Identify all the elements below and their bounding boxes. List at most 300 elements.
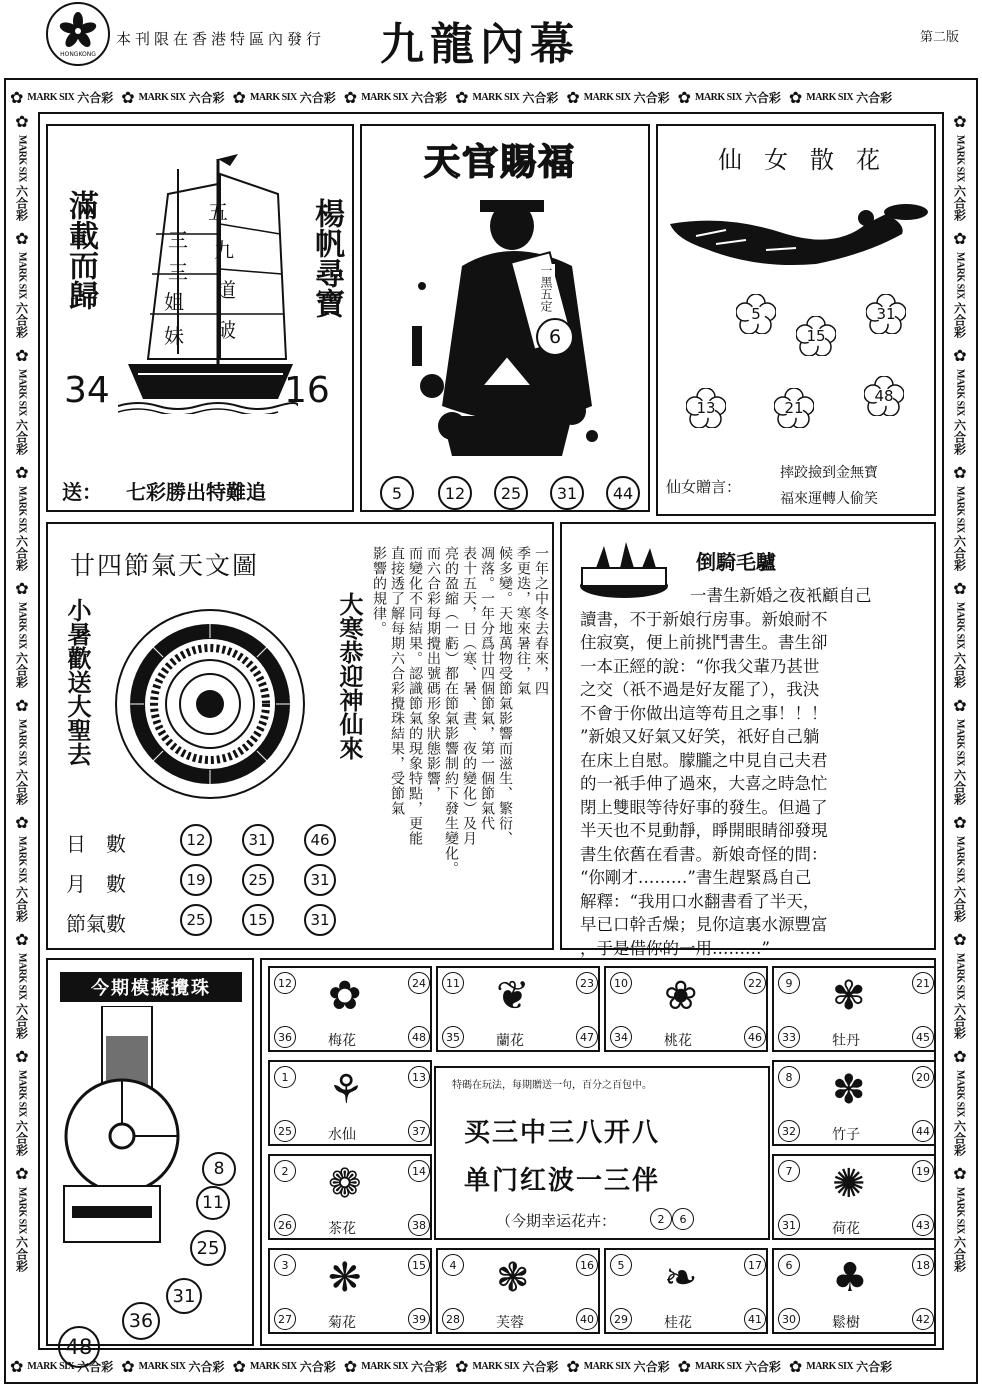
drawn-ball: 8 <box>202 1152 236 1186</box>
marksix-strip-item <box>121 88 224 107</box>
sail-right-char-1: 五 <box>208 200 228 224</box>
flower-number: 43 <box>912 1214 934 1236</box>
flower-cell <box>772 1154 936 1240</box>
story-line: 書生依舊在看書。新娘奇怪的問： <box>580 844 828 864</box>
calendar-article-column: 表十五天，日（寒、暑、晝、夜的變化）及月 <box>461 546 477 846</box>
send-label: 送： <box>62 480 102 504</box>
lhc-text: 六合彩 <box>14 1236 29 1273</box>
flower-number: 45 <box>912 1026 934 1048</box>
flower-number: 11 <box>442 972 464 994</box>
flower-cell <box>772 966 936 1052</box>
mark-six-text: MARK SIX <box>583 91 631 103</box>
marksix-strip-item <box>952 112 969 221</box>
mark-six-text: MARK SIX <box>27 1360 75 1372</box>
flower-number: 29 <box>610 1308 632 1330</box>
calendar-number: 19 <box>180 864 212 896</box>
bauhinia-icon: ✿ <box>953 1163 967 1183</box>
flower-cell <box>268 1248 432 1334</box>
lottery-machine-icon <box>62 1006 182 1246</box>
bauhinia-icon: ✿ <box>15 696 29 716</box>
flower-cell <box>604 1248 768 1334</box>
flower-cell <box>436 1248 600 1334</box>
ship-panel <box>46 124 354 512</box>
bauhinia-icon: ✿ <box>232 1356 246 1376</box>
flower-number: 40 <box>576 1308 598 1330</box>
marksix-strip-item <box>566 88 669 107</box>
calendar-number: 31 <box>304 864 336 896</box>
marksix-strip-item <box>566 1357 669 1376</box>
fairy-flower-group <box>658 126 938 426</box>
calendar-article-column: 亮的盈縮（一虧）都在節氣影響制約下發生變化。 <box>443 546 459 876</box>
mark-six-text: MARK SIX <box>16 368 28 416</box>
sail-right-char-2: 九 <box>214 238 234 262</box>
mark-six-text: MARK SIX <box>583 1360 631 1372</box>
bauhinia-icon: ✿ <box>15 813 29 833</box>
lhc-text: 六合彩 <box>77 90 114 105</box>
flower-number: 31 <box>778 1214 800 1236</box>
fairy-flower-number: 48 <box>864 376 904 416</box>
marksix-strip-item <box>14 813 31 922</box>
calendar-right-verse: 大寒恭迎神仙來 <box>335 592 364 760</box>
calendar-number: 31 <box>242 824 274 856</box>
flower-name: 水仙 <box>328 1127 356 1143</box>
ship-number-right: 16 <box>284 370 330 411</box>
flower-number: 23 <box>576 972 598 994</box>
fairy-gift-line-1: 摔跤撿到金無寶 <box>780 465 878 481</box>
lhc-text: 六合彩 <box>522 90 559 105</box>
bauhinia-icon: ✿ <box>953 112 967 131</box>
bauhinia-icon: ✿ <box>10 1356 24 1376</box>
lhc-text: 六合彩 <box>952 535 967 572</box>
bauhinia-icon: ✿ <box>953 345 967 365</box>
calendar-number: 25 <box>242 864 274 896</box>
lhc-text: 六合彩 <box>14 301 29 338</box>
drawn-ball: 11 <box>196 1186 230 1220</box>
story-line: 一書生新婚之夜衹顧自己 <box>690 586 872 605</box>
lhc-text: 六合彩 <box>14 535 29 572</box>
flower-number: 25 <box>274 1120 296 1142</box>
top-marksix-strip <box>10 86 972 108</box>
sail-left-char-1: 三 <box>168 228 188 252</box>
lhc-text: 六合彩 <box>856 90 893 105</box>
marksix-strip-item <box>14 112 31 221</box>
bauhinia-icon: ✿ <box>677 1356 691 1376</box>
lhc-text: 六合彩 <box>188 90 225 105</box>
chrysanthemum-icon: ❋ <box>328 1255 362 1301</box>
fairy-gift-label: 仙女贈言： <box>666 478 742 496</box>
marksix-strip-item <box>952 1047 969 1156</box>
lhc-text: 六合彩 <box>952 301 967 338</box>
mark-six-text: MARK SIX <box>16 1186 28 1234</box>
ship-left-verse: 滿載而歸 <box>63 190 98 310</box>
god-number-4: 31 <box>550 476 584 510</box>
flower-number: 48 <box>408 1026 430 1048</box>
lotus-icon: ✺ <box>832 1161 866 1207</box>
mark-six-text: MARK SIX <box>138 91 186 103</box>
mark-six-text: MARK SIX <box>361 1360 409 1372</box>
mark-six-text: MARK SIX <box>954 1069 966 1117</box>
flower-number: 32 <box>778 1120 800 1142</box>
flower-number: 13 <box>408 1066 430 1088</box>
page-title: 九龍內幕 <box>380 19 580 70</box>
mark-six-text: MARK SIX <box>954 135 966 182</box>
mark-six-text: MARK SIX <box>954 836 966 883</box>
lucky-flower-label: （今期幸运花卉： <box>496 1212 617 1230</box>
left-marksix-strip <box>8 112 36 1352</box>
story-line: 在床上自慰。朦朧之中見自己夫君 <box>580 750 828 770</box>
flower-name: 荷花 <box>832 1221 860 1237</box>
flower-number: 6 <box>778 1254 800 1276</box>
flower-number: 17 <box>744 1254 766 1276</box>
story-line: 的一衹手伸了過來，大喜之時急忙 <box>580 774 828 793</box>
lhc-text: 六合彩 <box>952 184 967 221</box>
marksix-strip-item <box>14 463 31 572</box>
calendar-article-column: 候多變。天地萬物受節氣影響而滋生、繁衍、 <box>497 546 513 846</box>
calendar-article-column: 一年之中冬去春來，四 <box>533 546 549 696</box>
flower-name: 蘭花 <box>496 1033 524 1049</box>
heavenly-official-icon <box>402 186 612 466</box>
hk-emblem-logo <box>46 2 110 66</box>
lhc-text: 六合彩 <box>299 1359 336 1374</box>
drawn-ball: 25 <box>190 1230 226 1266</box>
marksix-strip-item <box>14 346 31 455</box>
lhc-text: 六合彩 <box>411 90 448 105</box>
flower-name: 桃花 <box>664 1033 692 1049</box>
bauhinia-icon: ✿ <box>15 1046 29 1066</box>
junk-ship-icon <box>118 154 298 414</box>
flower-number: 37 <box>408 1120 430 1142</box>
marksix-strip-item <box>455 1357 558 1376</box>
flower-number: 34 <box>610 1026 632 1048</box>
lhc-text: 六合彩 <box>952 885 967 922</box>
flower-number: 47 <box>576 1026 598 1048</box>
lhc-text: 六合彩 <box>952 652 967 689</box>
flower-number: 36 <box>274 1026 296 1048</box>
bottom-marksix-strip <box>10 1354 972 1378</box>
mark-six-text: MARK SIX <box>361 91 409 103</box>
bauhinia-icon: ✿ <box>788 1356 803 1376</box>
mark-six-text: MARK SIX <box>695 91 742 103</box>
drawn-ball: 48 <box>58 1326 100 1368</box>
flower-number: 18 <box>912 1254 934 1276</box>
mark-six-text: MARK SIX <box>954 719 966 767</box>
bauhinia-icon: ✿ <box>121 87 135 107</box>
story-line: ”新娘又好氣又好笑，祇好自己躺 <box>580 727 820 746</box>
story-line: 閉上雙眼等待好事的發生。但過了 <box>580 797 828 817</box>
mark-six-text: MARK SIX <box>954 485 966 533</box>
flower-number: 26 <box>274 1214 296 1236</box>
mark-six-text: MARK SIX <box>954 368 966 416</box>
narcissus-icon: ⚘ <box>328 1067 364 1113</box>
lucky-number-1: 2 <box>650 1208 672 1230</box>
camellia-icon: ❁ <box>328 1161 362 1207</box>
bauhinia-icon: ✿ <box>343 1356 358 1376</box>
marksix-strip-item <box>344 1357 447 1376</box>
calendar-row-label: 日 數 <box>66 832 126 856</box>
bauhinia-icon: ✿ <box>15 1163 29 1183</box>
orchid-icon: ❦ <box>496 973 530 1019</box>
bauhinia-icon: ✿ <box>953 228 967 248</box>
calendar-article-column: 凋落。一年分爲廿四個節氣，第一個節氣代 <box>479 546 495 831</box>
mark-six-text: MARK SIX <box>138 1360 186 1372</box>
flower-number: 8 <box>778 1066 800 1088</box>
sail-left-char-4: 妹 <box>164 324 184 348</box>
fairy-gift-line-2: 福來運轉人偷笑 <box>780 491 878 507</box>
bauhinia-icon: ✿ <box>566 1356 580 1376</box>
right-marksix-strip <box>946 112 974 1352</box>
calendar-article-column: 影響的規律。 <box>371 546 387 636</box>
lhc-text: 六合彩 <box>14 885 29 922</box>
flower-number: 16 <box>576 1254 598 1276</box>
flower-number: 10 <box>610 972 632 994</box>
mark-six-text: MARK SIX <box>16 485 28 533</box>
fairy-flower-number: 13 <box>686 388 726 428</box>
mark-six-text: MARK SIX <box>954 1186 966 1234</box>
marksix-strip-item <box>952 696 969 805</box>
mark-six-text: MARK SIX <box>954 952 966 1000</box>
marksix-strip-item <box>14 930 31 1039</box>
flower-number: 38 <box>408 1214 430 1236</box>
lhc-text: 六合彩 <box>411 1359 448 1374</box>
lhc-text: 六合彩 <box>744 90 781 105</box>
lhc-text: 六合彩 <box>633 1359 670 1374</box>
lhc-text: 六合彩 <box>744 1359 781 1374</box>
flower-cell <box>268 1060 432 1146</box>
sail-left-char-3: 姐 <box>164 290 184 314</box>
calendar-number: 31 <box>304 904 336 936</box>
flower-number: 3 <box>274 1254 296 1276</box>
calendar-article <box>370 546 550 926</box>
calendar-article-column: 而變化不同結果。認識節氣的現象特點，更能 <box>407 546 423 846</box>
story-line: 不會于你做出這等苟且之事！！！ <box>580 703 828 723</box>
drawn-ball: 36 <box>122 1302 160 1340</box>
mark-six-text: MARK SIX <box>27 91 75 103</box>
flower-number: 46 <box>744 1026 766 1048</box>
flower-cell <box>772 1060 936 1146</box>
story-line: 之交（祇不過是好友罷了），我決 <box>580 680 820 699</box>
flower-name: 桂花 <box>664 1315 692 1331</box>
flower-number: 33 <box>778 1026 800 1048</box>
flower-number: 14 <box>408 1160 430 1182</box>
flower-number: 27 <box>274 1308 296 1330</box>
bauhinia-icon: ✿ <box>788 87 803 107</box>
story-line: “你剛才………”書生趕緊爲自己 <box>580 868 812 887</box>
lhc-text: 六合彩 <box>522 1359 559 1374</box>
flower-number: 35 <box>442 1026 464 1048</box>
calendar-number: 15 <box>242 904 274 936</box>
sail-right-char-3: 道 <box>216 278 236 302</box>
lhc-text: 六合彩 <box>299 90 336 105</box>
marksix-strip-item <box>952 1164 969 1273</box>
flower-number: 41 <box>744 1308 766 1330</box>
lhc-text: 六合彩 <box>77 1359 114 1374</box>
sail-right-char-4: 破 <box>216 318 236 342</box>
mark-six-text: MARK SIX <box>806 1360 854 1372</box>
ball-draw-title: 今期模擬攪珠 <box>60 972 242 1002</box>
fairy-flower-number: 31 <box>866 294 906 334</box>
center-line-1: 买三中三八开八 <box>464 1118 661 1148</box>
bamboo-icon: ✽ <box>832 1067 866 1113</box>
fairy-panel-title: 仙女散花 <box>718 146 902 174</box>
flower-number: 24 <box>408 972 430 994</box>
flower-name: 梅花 <box>328 1033 356 1049</box>
story-line: ，于是借你的一用………” <box>580 938 770 958</box>
flower-number: 9 <box>778 972 800 994</box>
calendar-article-column: 而六合彩每期攪出號碼形象狀態影響， <box>425 546 441 801</box>
mark-six-text: MARK SIX <box>16 602 28 650</box>
bauhinia-icon: ✿ <box>455 87 469 107</box>
mark-six-text: MARK SIX <box>249 1360 297 1372</box>
marksix-strip-item <box>789 88 892 107</box>
god-panel <box>360 124 650 512</box>
bauhinia-icon: ✿ <box>953 579 967 599</box>
calendar-number: 46 <box>304 824 336 856</box>
fairy-flower-number: 15 <box>796 316 836 356</box>
flower-name: 鬆樹 <box>832 1315 860 1331</box>
marksix-strip-item <box>952 579 969 688</box>
mark-six-text: MARK SIX <box>806 91 854 103</box>
flower-name: 芙蓉 <box>496 1315 524 1331</box>
god-coin: 6 <box>536 318 574 356</box>
calendar-left-verse: 小暑歡送大聖去 <box>63 598 92 766</box>
flower-cell <box>604 966 768 1052</box>
bauhinia-icon: ✿ <box>15 929 29 949</box>
calendar-row-label: 月 數 <box>66 872 126 896</box>
story-line: 一本正經的說：“你我父輩乃甚世 <box>580 656 820 676</box>
marksix-strip-item <box>952 930 969 1039</box>
calendar-row-label: 節氣數 <box>66 912 126 936</box>
bauhinia-icon: ✿ <box>15 579 29 599</box>
bauhinia-icon: ✿ <box>953 929 967 949</box>
lhc-text: 六合彩 <box>14 769 29 806</box>
mark-six-text: MARK SIX <box>16 251 28 299</box>
flower-number: 15 <box>408 1254 430 1276</box>
bauhinia-icon: ✿ <box>232 87 246 107</box>
lucky-number-2: 6 <box>672 1208 694 1230</box>
lhc-text: 六合彩 <box>14 1002 29 1039</box>
page-header <box>0 0 982 78</box>
flower-cell <box>772 1248 936 1334</box>
marksix-strip-item <box>952 813 969 922</box>
donkey-story-title: 倒騎毛驢 <box>696 550 776 574</box>
marksix-strip-item <box>344 88 447 107</box>
mark-six-text: MARK SIX <box>16 836 28 883</box>
calendar-article-column: 季更迭，寒來暑往，氣 <box>515 546 531 696</box>
lhc-text: 六合彩 <box>952 418 967 455</box>
plum-blossom-icon: ✿ <box>328 973 362 1019</box>
story-line: 半天也不見動靜，睜開眼睛卻發現 <box>580 821 828 840</box>
flower-number: 39 <box>408 1308 430 1330</box>
bauhinia-icon: ✿ <box>953 1046 967 1066</box>
peony-icon: ✾ <box>832 973 866 1019</box>
peach-blossom-icon: ❀ <box>664 973 698 1019</box>
lhc-text: 六合彩 <box>14 184 29 221</box>
flower-cell <box>268 966 432 1052</box>
marksix-strip-item <box>14 696 31 805</box>
flower-number: 44 <box>912 1120 934 1142</box>
bauhinia-icon: ✿ <box>343 87 358 107</box>
bauhinia-icon: ✿ <box>953 813 967 833</box>
flower-name: 牡丹 <box>832 1033 860 1049</box>
marksix-strip-item <box>789 1357 892 1376</box>
marksix-strip-item <box>14 1164 31 1273</box>
lhc-text: 六合彩 <box>952 1119 967 1156</box>
god-number-2: 12 <box>438 476 472 510</box>
marksix-strip-item <box>952 229 969 338</box>
flower-number: 28 <box>442 1308 464 1330</box>
marksix-strip-item <box>233 88 336 107</box>
mark-six-text: MARK SIX <box>16 135 28 182</box>
bauhinia-icon: ✿ <box>455 1356 469 1376</box>
flower-number: 30 <box>778 1308 800 1330</box>
bauhinia-icon: ✿ <box>953 696 967 716</box>
logo-text: HONGKONG <box>60 50 96 58</box>
mark-six-text: MARK SIX <box>472 91 520 103</box>
donkey-story-panel <box>560 522 936 958</box>
flower-name: 茶花 <box>328 1221 356 1237</box>
bauhinia-icon: ✿ <box>15 228 29 248</box>
bauhinia-icon: ✿ <box>15 345 29 365</box>
lhc-text: 六合彩 <box>952 1002 967 1039</box>
center-line-2: 单门红波一三伴 <box>464 1166 661 1196</box>
pine-tree-icon: ♣ <box>832 1255 868 1301</box>
story-line: 住寂寞，便上前挑鬥書生。書生卻 <box>580 633 828 652</box>
mark-six-text: MARK SIX <box>16 952 28 1000</box>
flower-number: 7 <box>778 1160 800 1182</box>
center-note: 特碼在玩法，每期贈送一句，百分之百包中。 <box>452 1080 652 1091</box>
lhc-text: 六合彩 <box>952 769 967 806</box>
donkey-story-text <box>580 584 930 960</box>
marksix-strip-item <box>952 463 969 572</box>
drawn-ball: 31 <box>166 1278 202 1314</box>
god-number-1: 5 <box>380 476 414 510</box>
marksix-strip-item <box>233 1357 336 1376</box>
calendar-title: 廿四節氣天文圖 <box>70 551 260 580</box>
fairy-flower-number: 21 <box>774 388 814 428</box>
lhc-text: 六合彩 <box>188 1359 225 1374</box>
flower-number: 21 <box>912 972 934 994</box>
bauhinia-icon: ✿ <box>677 87 691 107</box>
story-line: 早已口幹舌燥；見你這裏水源豐富 <box>580 915 828 934</box>
story-line: 讀書，不于新娘行房事。新娘耐不 <box>580 609 828 629</box>
bauhinia-icon: ✿ <box>566 87 580 107</box>
god-number-5: 44 <box>606 476 640 510</box>
ball-draw-panel <box>46 958 254 1359</box>
marksix-strip-item <box>10 88 113 107</box>
center-prediction-box <box>434 1066 770 1240</box>
calendar-article-column: 直接透了解每期六合彩攪珠結果，受節氣 <box>389 546 405 816</box>
lhc-text: 六合彩 <box>14 418 29 455</box>
marksix-strip-item <box>952 346 969 455</box>
mark-six-text: MARK SIX <box>954 602 966 650</box>
hibiscus-icon: ❃ <box>496 1255 530 1301</box>
god-number-3: 25 <box>494 476 528 510</box>
mark-six-text: MARK SIX <box>472 1360 520 1372</box>
fairy-flower-number: 5 <box>736 294 776 334</box>
flower-number: 12 <box>274 972 296 994</box>
flower-number: 1 <box>274 1066 296 1088</box>
ship-number-left: 34 <box>64 370 110 411</box>
flower-cell <box>436 966 600 1052</box>
bauhinia-icon: ✿ <box>953 462 967 482</box>
lhc-text: 六合彩 <box>633 90 670 105</box>
flower-number: 20 <box>912 1066 934 1088</box>
bauhinia-icon: ✿ <box>15 112 29 131</box>
calendar-number: 12 <box>180 824 212 856</box>
marksix-strip-item <box>14 579 31 688</box>
lhc-text: 六合彩 <box>952 1236 967 1273</box>
flower-cell <box>268 1154 432 1240</box>
